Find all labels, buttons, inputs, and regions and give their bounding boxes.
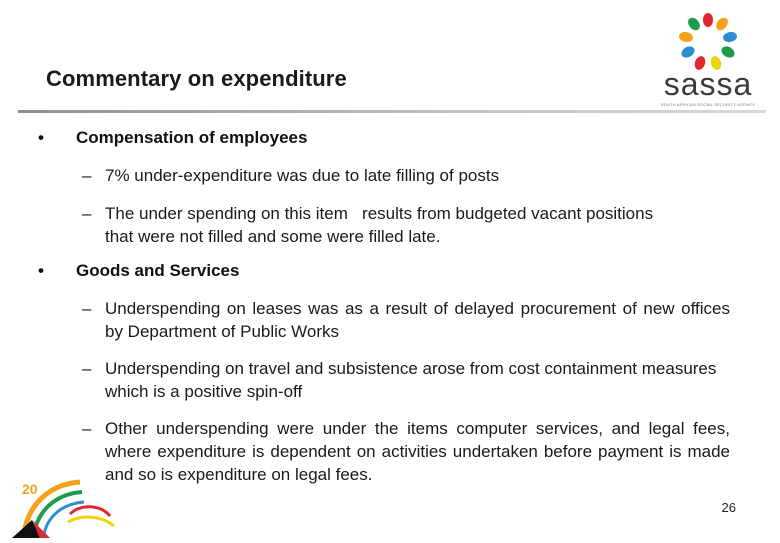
dash-marker: – xyxy=(82,299,92,318)
page-number: 26 xyxy=(721,500,736,515)
hands-circle-icon xyxy=(658,12,758,70)
logo-tagline: SOUTH AFRICAN SOCIAL SECURITY AGENCY xyxy=(660,102,756,107)
sassa-logo xyxy=(658,12,758,107)
20-years-of-freedom-emblem xyxy=(10,474,130,538)
bullet-marker: • xyxy=(38,261,44,280)
sub-item-text: Other underspending were under the items computer services, and legal fees, where expenditure is dependent on activities undertaken before payment is made and so is expenditure on legal fees. xyxy=(105,419,730,484)
dash-marker: – xyxy=(82,419,92,438)
dash-marker: – xyxy=(82,166,92,185)
sub-item-text: Underspending on leases was as a result of delayed procurement of new offices by Department of Public Works xyxy=(105,299,730,341)
svg-text:20: 20 xyxy=(22,481,38,497)
sub-item-text: The under spending on this item results from budgeted vacant positions that were not filled and some were filled late. xyxy=(105,204,658,246)
sub-item-text: 7% under-expenditure was due to late filling of posts xyxy=(105,166,500,185)
title-divider xyxy=(18,110,766,113)
bullet-label: Compensation of employees xyxy=(76,128,308,147)
bullet-marker: • xyxy=(38,128,44,147)
dash-marker: – xyxy=(82,204,92,223)
sub-item-text: Underspending on travel and subsistence arose from cost containment measures which is a positive spin-off xyxy=(105,359,717,401)
logo-wordmark: sassa xyxy=(663,66,753,102)
dash-marker: – xyxy=(82,359,92,378)
bullet-label: Goods and Services xyxy=(76,261,240,280)
slide-title: Commentary on expenditure xyxy=(46,66,347,91)
